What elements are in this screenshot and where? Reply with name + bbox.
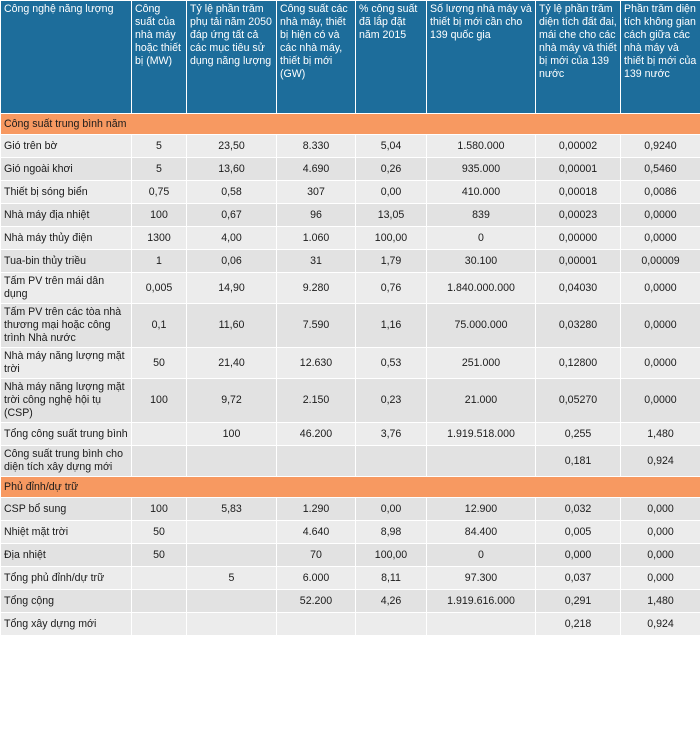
table-cell: 75.000.000 [427, 304, 536, 348]
table-cell: 839 [427, 204, 536, 227]
table-cell: 6.000 [277, 567, 356, 590]
table-cell: 0 [427, 544, 536, 567]
table-row [1, 181, 700, 204]
column-header-2: Tỷ lệ phần trăm phụ tải năm 2050 đáp ứng tất cả các mục tiêu sử dụng năng lượng [187, 1, 277, 114]
table-cell: 0,181 [536, 446, 621, 477]
row-label: Nhà máy thủy điện [1, 227, 132, 250]
table-cell: 0,04030 [536, 273, 621, 304]
table-cell: 0,0000 [621, 348, 700, 379]
row-label: Tấm PV trên mái dân dụng [1, 273, 132, 304]
table-cell: 9.280 [277, 273, 356, 304]
table-cell [277, 613, 356, 636]
table-cell: 0,00018 [536, 181, 621, 204]
row-label: Tua-bin thủy triều [1, 250, 132, 273]
table-cell: 50 [132, 544, 187, 567]
table-cell: 5,04 [356, 135, 427, 158]
section1-title: Công suất trung bình năm [1, 114, 700, 135]
table-cell: 14,90 [187, 273, 277, 304]
row-label: Nhà máy địa nhiệt [1, 204, 132, 227]
header-row [1, 1, 700, 114]
table-cell: 30.100 [427, 250, 536, 273]
table-row [1, 273, 700, 304]
table-row [1, 227, 700, 250]
table-cell: 4,26 [356, 590, 427, 613]
table-cell: 11,60 [187, 304, 277, 348]
table-cell: 307 [277, 181, 356, 204]
table-cell: 0,000 [621, 567, 700, 590]
row-label: Gió ngoài khơi [1, 158, 132, 181]
table-cell [356, 446, 427, 477]
table-row [1, 250, 700, 273]
table-cell: 84.400 [427, 521, 536, 544]
section2-title: Phủ đỉnh/dự trữ [1, 477, 700, 498]
row-label: Tổng phủ đỉnh/dự trữ [1, 567, 132, 590]
table-cell: 0,12800 [536, 348, 621, 379]
table-cell: 97.300 [427, 567, 536, 590]
table-row [1, 135, 700, 158]
row-label: Địa nhiệt [1, 544, 132, 567]
table-cell: 0,03280 [536, 304, 621, 348]
column-header-7: Phần trăm diện tích không gian cách giữa các nhà máy và thiết bị mới của 139 nước [621, 1, 700, 114]
table-cell: 0,1 [132, 304, 187, 348]
table-cell: 0,0086 [621, 181, 700, 204]
table-cell: 21,40 [187, 348, 277, 379]
table-cell: 31 [277, 250, 356, 273]
table-cell: 5,83 [187, 498, 277, 521]
table-cell: 0 [427, 227, 536, 250]
table-cell: 0,000 [621, 498, 700, 521]
table-cell: 7.590 [277, 304, 356, 348]
table-row [1, 544, 700, 567]
table-row [1, 613, 700, 636]
table-cell: 0,000 [536, 544, 621, 567]
table-cell: 5 [187, 567, 277, 590]
row-label: Thiết bị sóng biển [1, 181, 132, 204]
table-cell: 1 [132, 250, 187, 273]
table-cell [187, 613, 277, 636]
table-cell: 0,005 [132, 273, 187, 304]
table-cell: 935.000 [427, 158, 536, 181]
row-label: Nhà máy năng lượng mặt trời công nghệ hội tụ (CSP) [1, 379, 132, 423]
section1-header-row [1, 114, 700, 135]
table-cell: 0,032 [536, 498, 621, 521]
table-cell: 8,11 [356, 567, 427, 590]
table-cell: 12.630 [277, 348, 356, 379]
table-cell: 1,79 [356, 250, 427, 273]
table-cell: 100,00 [356, 227, 427, 250]
table-cell: 5 [132, 158, 187, 181]
table-cell: 50 [132, 521, 187, 544]
table-cell: 0,58 [187, 181, 277, 204]
table-cell: 4.690 [277, 158, 356, 181]
column-header-3: Công suất các nhà máy, thiết bị hiện có và các nhà máy, thiết bị mới (GW) [277, 1, 356, 114]
table-cell: 0,218 [536, 613, 621, 636]
table-cell: 0,05270 [536, 379, 621, 423]
table-row [1, 348, 700, 379]
table-row [1, 204, 700, 227]
row-label: Tổng xây dựng mới [1, 613, 132, 636]
table-cell: 0,76 [356, 273, 427, 304]
table-cell: 0,0000 [621, 304, 700, 348]
row-label: CSP bổ sung [1, 498, 132, 521]
table-cell: 0,00002 [536, 135, 621, 158]
table-cell: 1.840.000.000 [427, 273, 536, 304]
table-cell: 0,924 [621, 446, 700, 477]
table-row [1, 379, 700, 423]
table-cell [132, 446, 187, 477]
table-cell [187, 590, 277, 613]
table-cell: 0,00023 [536, 204, 621, 227]
table-cell: 0,9240 [621, 135, 700, 158]
table-cell: 13,05 [356, 204, 427, 227]
table-cell [356, 613, 427, 636]
table-row [1, 446, 700, 477]
table-row [1, 423, 700, 446]
column-header-0: Công nghệ năng lượng [1, 1, 132, 114]
table-cell [132, 567, 187, 590]
table-cell: 0,00001 [536, 158, 621, 181]
table-cell: 23,50 [187, 135, 277, 158]
table-cell: 2.150 [277, 379, 356, 423]
table-cell: 0,75 [132, 181, 187, 204]
row-label: Nhiệt mặt trời [1, 521, 132, 544]
table-cell [132, 423, 187, 446]
table-cell: 0,23 [356, 379, 427, 423]
table-cell: 0,0000 [621, 379, 700, 423]
table-cell: 0,0000 [621, 227, 700, 250]
table-cell: 8,98 [356, 521, 427, 544]
table-row [1, 521, 700, 544]
table-cell: 100 [187, 423, 277, 446]
table-cell: 1.919.518.000 [427, 423, 536, 446]
table-cell: 100 [132, 204, 187, 227]
table-cell: 0,00 [356, 181, 427, 204]
row-label: Tấm PV trên các tòa nhà thương mại hoặc công trình Nhà nước [1, 304, 132, 348]
table-cell: 0,000 [621, 521, 700, 544]
table-cell: 100,00 [356, 544, 427, 567]
table-cell: 1,16 [356, 304, 427, 348]
row-label: Tổng công suất trung bình [1, 423, 132, 446]
table-cell: 50 [132, 348, 187, 379]
table-cell: 0,00 [356, 498, 427, 521]
table-cell: 0,005 [536, 521, 621, 544]
table-cell: 46.200 [277, 423, 356, 446]
table-cell: 9,72 [187, 379, 277, 423]
table-cell [187, 446, 277, 477]
row-label: Nhà máy năng lượng mặt trời [1, 348, 132, 379]
table-cell [427, 613, 536, 636]
table-cell: 0,5460 [621, 158, 700, 181]
table-cell [132, 613, 187, 636]
table-cell [187, 544, 277, 567]
table-cell: 100 [132, 379, 187, 423]
table-cell: 0,53 [356, 348, 427, 379]
table-cell: 13,60 [187, 158, 277, 181]
table-cell: 251.000 [427, 348, 536, 379]
table-cell: 8.330 [277, 135, 356, 158]
table-cell: 52.200 [277, 590, 356, 613]
table-row [1, 590, 700, 613]
table-cell: 1,480 [621, 590, 700, 613]
table-cell: 0,924 [621, 613, 700, 636]
table-cell: 4,00 [187, 227, 277, 250]
table-cell: 0,26 [356, 158, 427, 181]
row-label: Gió trên bờ [1, 135, 132, 158]
table-cell: 1300 [132, 227, 187, 250]
table-cell: 3,76 [356, 423, 427, 446]
table-cell: 1.290 [277, 498, 356, 521]
table-cell: 21.000 [427, 379, 536, 423]
table-row [1, 304, 700, 348]
table-cell [427, 446, 536, 477]
table-cell: 4.640 [277, 521, 356, 544]
table-cell: 70 [277, 544, 356, 567]
table-cell [277, 446, 356, 477]
table-cell: 1.919.616.000 [427, 590, 536, 613]
table-cell: 0,0000 [621, 273, 700, 304]
table-cell [187, 521, 277, 544]
table-cell: 0,037 [536, 567, 621, 590]
table-cell [132, 590, 187, 613]
row-label: Công suất trung bình cho diện tích xây dựng mới [1, 446, 132, 477]
table-row [1, 498, 700, 521]
table-cell: 1.580.000 [427, 135, 536, 158]
table-cell: 410.000 [427, 181, 536, 204]
table-cell: 0,291 [536, 590, 621, 613]
table-cell: 0,0000 [621, 204, 700, 227]
table-cell: 1,480 [621, 423, 700, 446]
table-cell: 0,00009 [621, 250, 700, 273]
table-cell: 0,000 [621, 544, 700, 567]
column-header-4: % công suất đã lắp đặt năm 2015 [356, 1, 427, 114]
table-cell: 1.060 [277, 227, 356, 250]
row-label: Tổng cộng [1, 590, 132, 613]
table-cell: 0,67 [187, 204, 277, 227]
table-cell: 12.900 [427, 498, 536, 521]
column-header-6: Tỷ lệ phần trăm diện tích đất đai, mái che cho các nhà máy và thiết bị mới của 139 nước [536, 1, 621, 114]
table-cell: 5 [132, 135, 187, 158]
table-cell: 0,255 [536, 423, 621, 446]
table-row [1, 567, 700, 590]
table-cell: 0,00001 [536, 250, 621, 273]
table-cell: 100 [132, 498, 187, 521]
column-header-5: Số lượng nhà máy và thiết bị mới cần cho 139 quốc gia [427, 1, 536, 114]
column-header-1: Công suất của nhà máy hoặc thiết bị (MW) [132, 1, 187, 114]
table-cell: 96 [277, 204, 356, 227]
table-row [1, 158, 700, 181]
table-cell: 0,00000 [536, 227, 621, 250]
section2-header-row [1, 477, 700, 498]
table-cell: 0,06 [187, 250, 277, 273]
